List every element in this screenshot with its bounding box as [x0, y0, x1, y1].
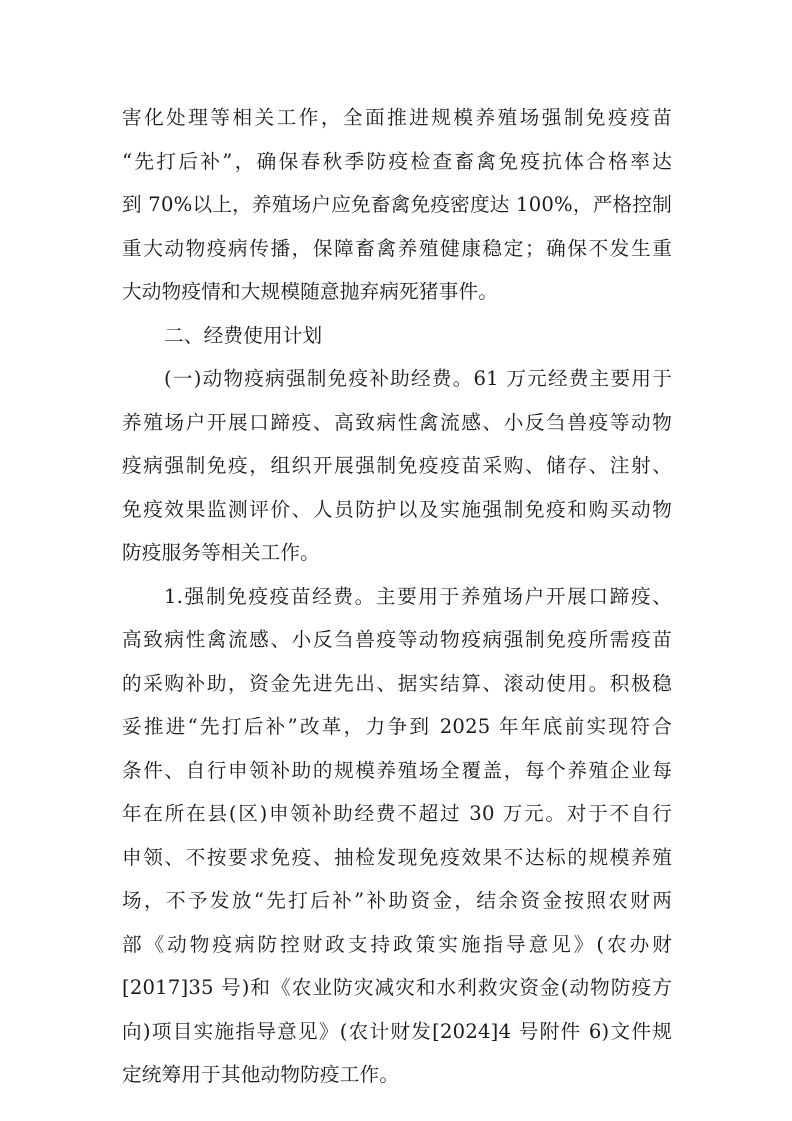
text-line: 向)项目实施指导意见》(农计财发[2024]4 号附件 6)文件规	[122, 1019, 672, 1043]
text-line: 二、经费使用计划	[164, 323, 323, 347]
text-line: 部《动物疫病防控财政支持政策实施指导意见》(农办财	[122, 932, 672, 956]
text-line: 妥推进“先打后补”改革，力争到 2025 年年底前实现符合	[122, 715, 672, 738]
text-line: 重大动物疫病传播，保障畜禽养殖健康稳定；确保不发生重	[122, 236, 672, 260]
text-line: 的采购补助，资金先进先出、据实结算、滚动使用。积极稳	[122, 671, 672, 695]
text-line: 免疫效果监测评价、人员防护以及实施强制免疫和购买动物	[122, 497, 672, 521]
text-line: 年在所在县(区)申领补助经费不超过 30 万元。对于不自行	[122, 802, 672, 825]
text-line: 申领、不按要求免疫、抽检发现免疫效果不达标的规模养殖	[122, 845, 672, 869]
text-line: 高致病性禽流感、小反刍兽疫等动物疫病强制免疫所需疫苗	[122, 628, 672, 651]
text-line: [2017]35 号)和《农业防灾减灾和水利救灾资金(动物防疫方	[122, 976, 672, 999]
text-line: 害化处理等相关工作，全面推进规模养殖场强制免疫疫苗	[122, 106, 672, 129]
text-line: (一)动物疫病强制免疫补助经费。61 万元经费主要用于	[164, 367, 672, 390]
text-line: 场，不予发放“先打后补”补助资金，结余资金按照农财两	[122, 889, 672, 912]
text-line: 定统筹用于其他动物防疫工作。	[122, 1063, 400, 1086]
text-line: 1.强制免疫疫苗经费。主要用于养殖场户开展口蹄疫、	[164, 584, 672, 608]
text-line: 防疫服务等相关工作。	[122, 541, 320, 564]
document-body	[122, 96, 672, 1097]
text-line: 到 70%以上，养殖场户应免畜禽免疫密度达 100%，严格控制	[122, 193, 672, 216]
text-line: “先打后补”，确保春秋季防疫检查畜禽免疫抗体合格率达	[122, 149, 672, 173]
text-line: 大动物疫情和大规模随意抛弃病死猪事件。	[122, 280, 499, 303]
text-line: 养殖场户开展口蹄疫、高致病性禽流感、小反刍兽疫等动物	[122, 410, 672, 434]
text-line: 条件、自行申领补助的规模养殖场全覆盖，每个养殖企业每	[122, 758, 672, 782]
text-line: 疫病强制免疫，组织开展强制免疫疫苗采购、储存、注射、	[122, 454, 672, 477]
